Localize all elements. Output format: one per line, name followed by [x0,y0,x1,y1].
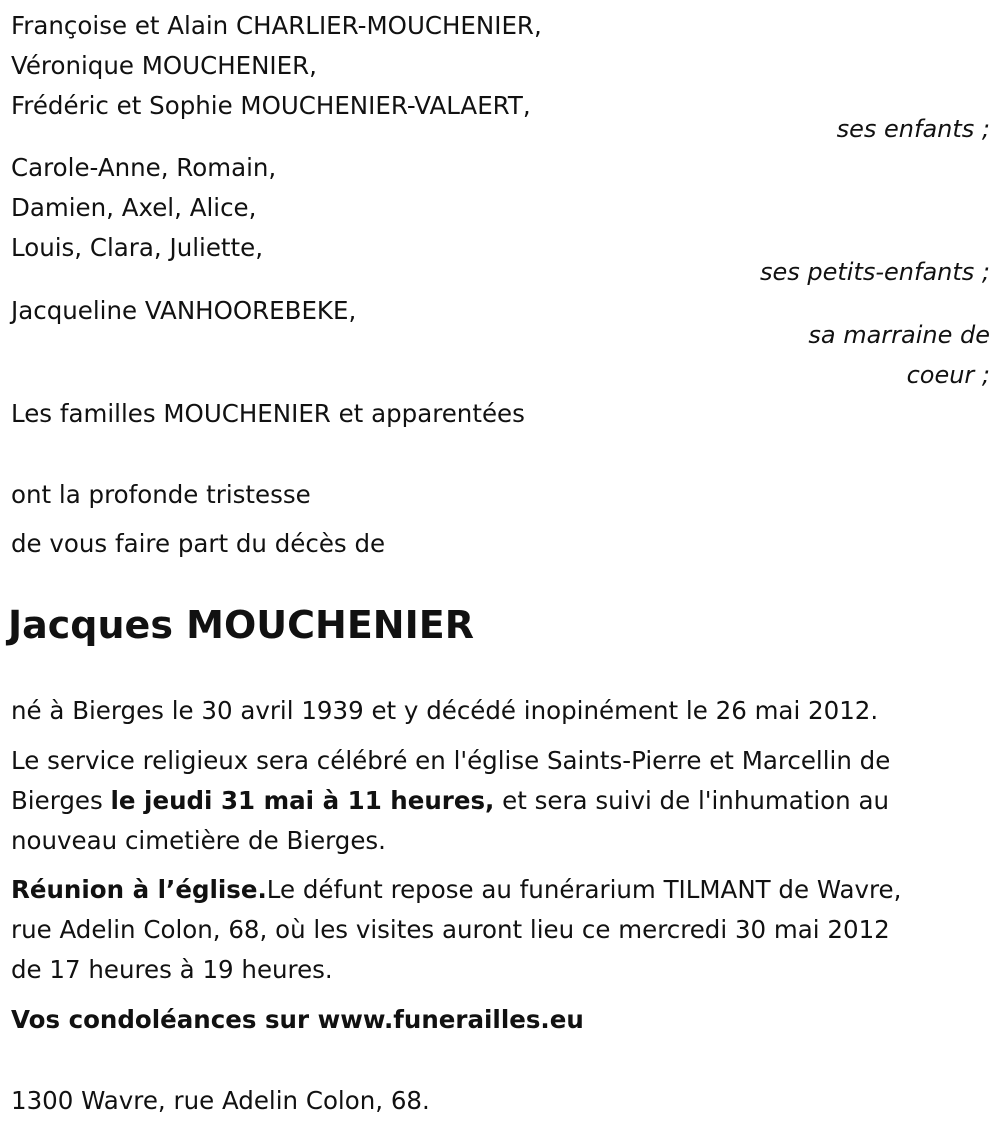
visits-line-2: rue Adelin Colon, 68, où les visites auront lieu ce mercredi 30 mai 2012 [11,915,890,944]
grandchild-line-3: Louis, Clara, Juliette, [11,233,263,262]
service-line-2-prefix: Bierges [11,786,111,815]
birth-death-line: né à Bierges le 30 avril 1939 et y décédé inopinément le 26 mai 2012. [11,696,879,725]
godmother-relation-line-2: coeur ; [906,361,990,389]
service-line-1: Le service religieux sera célébré en l'église Saints-Pierre et Marcellin de [11,746,891,775]
children-relation: ses enfants ; [836,115,990,143]
reunion-text: Le défunt repose au funérarium TILMANT de Wavre, [266,875,902,904]
service-line-2-suffix: et sera suivi de l'inhumation au [494,786,890,815]
grandchildren-relation: ses petits-enfants ; [759,258,990,286]
reunion-label: Réunion à l’église. [11,875,267,904]
visits-line-3: de 17 heures à 19 heures. [11,955,333,984]
child-line-1: Françoise et Alain CHARLIER-MOUCHENIER, [11,11,542,40]
families-line: Les familles MOUCHENIER et apparentées [11,399,525,428]
grandchild-line-1: Carole-Anne, Romain, [11,153,277,182]
service-date-time: le jeudi 31 mai à 11 heures, [110,786,495,815]
address-line: 1300 Wavre, rue Adelin Colon, 68. [11,1086,430,1115]
child-line-3: Frédéric et Sophie MOUCHENIER-VALAERT, [11,91,531,120]
reunion-line [11,870,901,910]
announcement-line-1: ont la profonde tristesse [11,480,311,509]
announcement-line-2: de vous faire part du décès de [11,529,386,558]
godmother-relation-line-1: sa marraine de [808,321,990,349]
deceased-name: Jacques MOUCHENIER [8,603,474,647]
godmother-name: Jacqueline VANHOOREBEKE, [11,296,357,325]
service-line-3: nouveau cimetière de Bierges. [11,826,386,855]
grandchild-line-2: Damien, Axel, Alice, [11,193,257,222]
service-line-2 [11,781,889,821]
child-line-2: Véronique MOUCHENIER, [11,51,317,80]
condolences-line: Vos condoléances sur www.funerailles.eu [11,1005,584,1034]
